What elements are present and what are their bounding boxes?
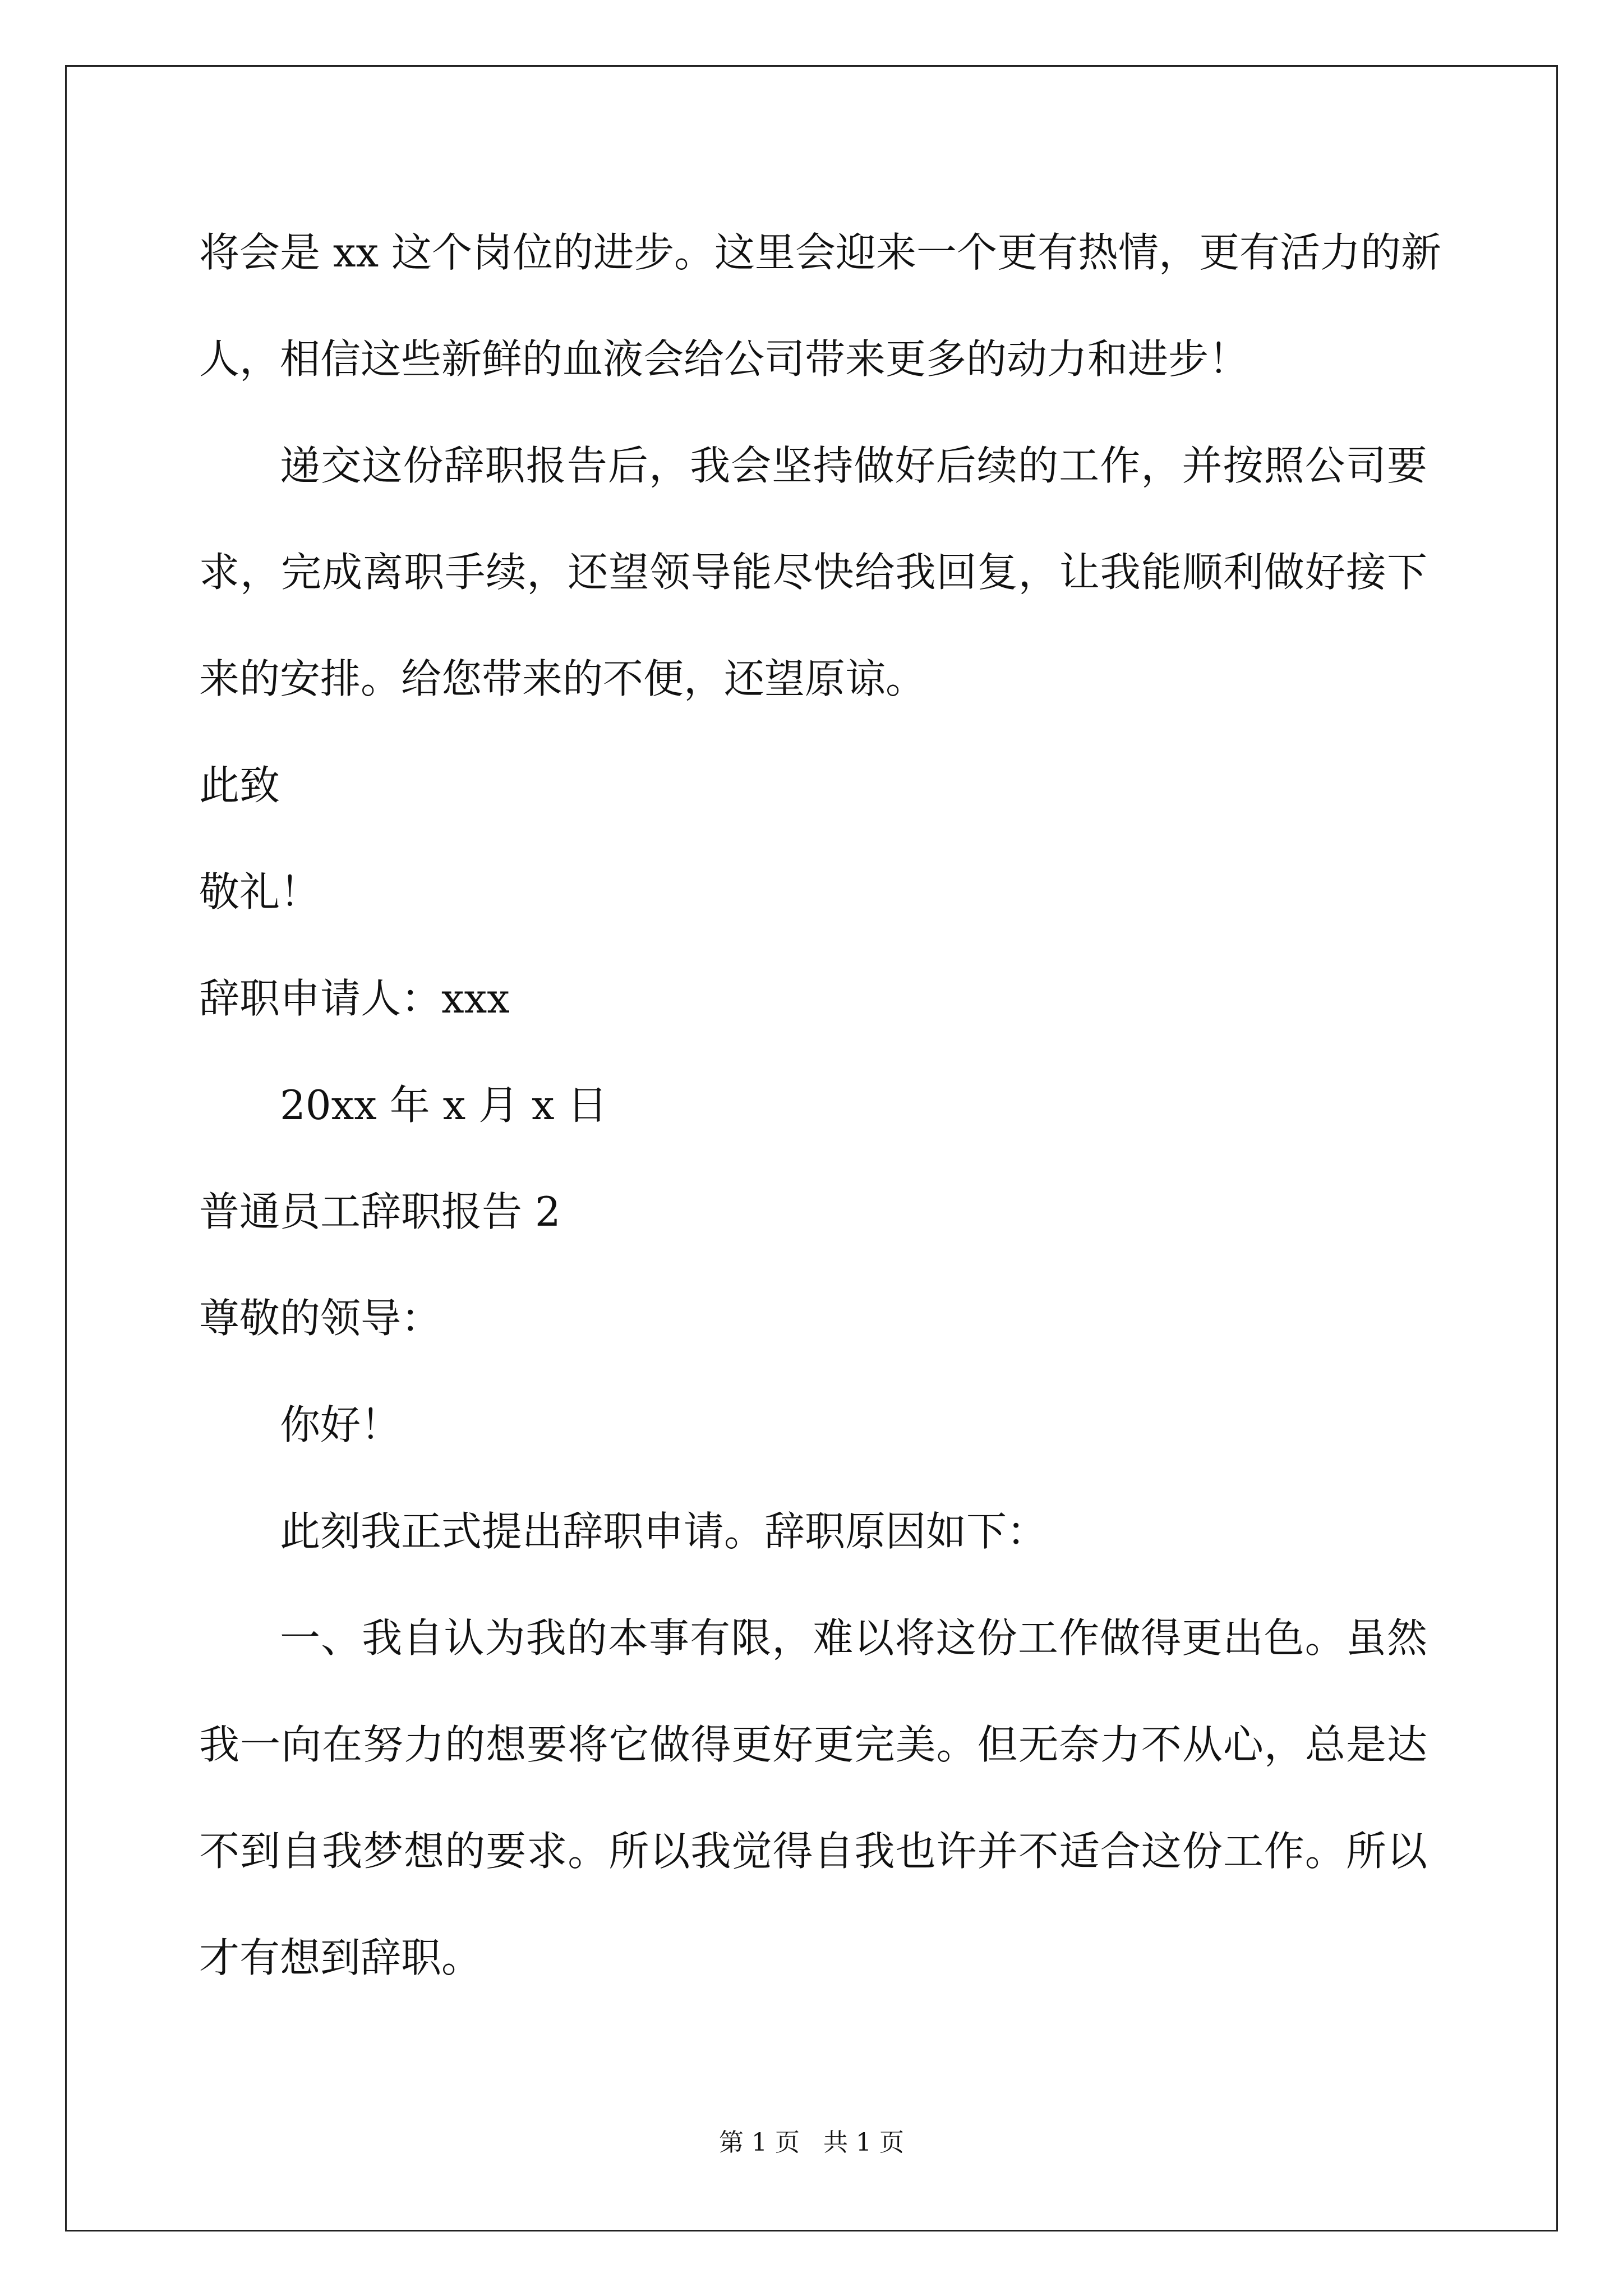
section-title: 普通员工辞职报告 2 (199, 1188, 561, 1235)
paragraph-line: 我一向在努力的想要将它做得更好更完美。但无奈力不从心，总是达 (199, 1721, 1427, 1768)
date-line: 20xx 年 x 月 x 日 (280, 1082, 608, 1129)
paragraph-line: 不到自我梦想的要求。所以我觉得自我也许并不适合这份工作。所以 (199, 1828, 1427, 1875)
closing-respect: 敬礼！ (199, 868, 321, 915)
closing-salutation: 此致 (199, 762, 280, 809)
paragraph-line: 一、我自认为我的本事有限，难以将这份工作做得更出色。虽然 (280, 1614, 1427, 1662)
page-border (65, 65, 1558, 2231)
page-footer: 第 1 页 共 1 页 (719, 2128, 904, 2157)
paragraph-line: 将会是 xx 这个岗位的进步。这里会迎来一个更有热情，更有活力的新 (199, 229, 1441, 276)
paragraph-line: 递交这份辞职报告后，我会坚持做好后续的工作，并按照公司要 (280, 442, 1427, 489)
paragraph-line: 才有想到辞职。 (199, 1934, 482, 1981)
paragraph-line: 求，完成离职手续，还望领导能尽快给我回复，让我能顺利做好接下 (199, 549, 1427, 596)
applicant-signature: 辞职申请人：xxx (199, 975, 510, 1022)
greeting-line: 你好！ (280, 1401, 402, 1448)
paragraph-line: 此刻我正式提出辞职申请。辞职原因如下： (280, 1508, 1048, 1555)
paragraph-line: 人，相信这些新鲜的血液会给公司带来更多的动力和进步！ (199, 335, 1249, 383)
recipient-greeting: 尊敬的领导： (199, 1295, 442, 1342)
paragraph-line: 来的安排。给您带来的不便，还望原谅。 (199, 655, 926, 702)
